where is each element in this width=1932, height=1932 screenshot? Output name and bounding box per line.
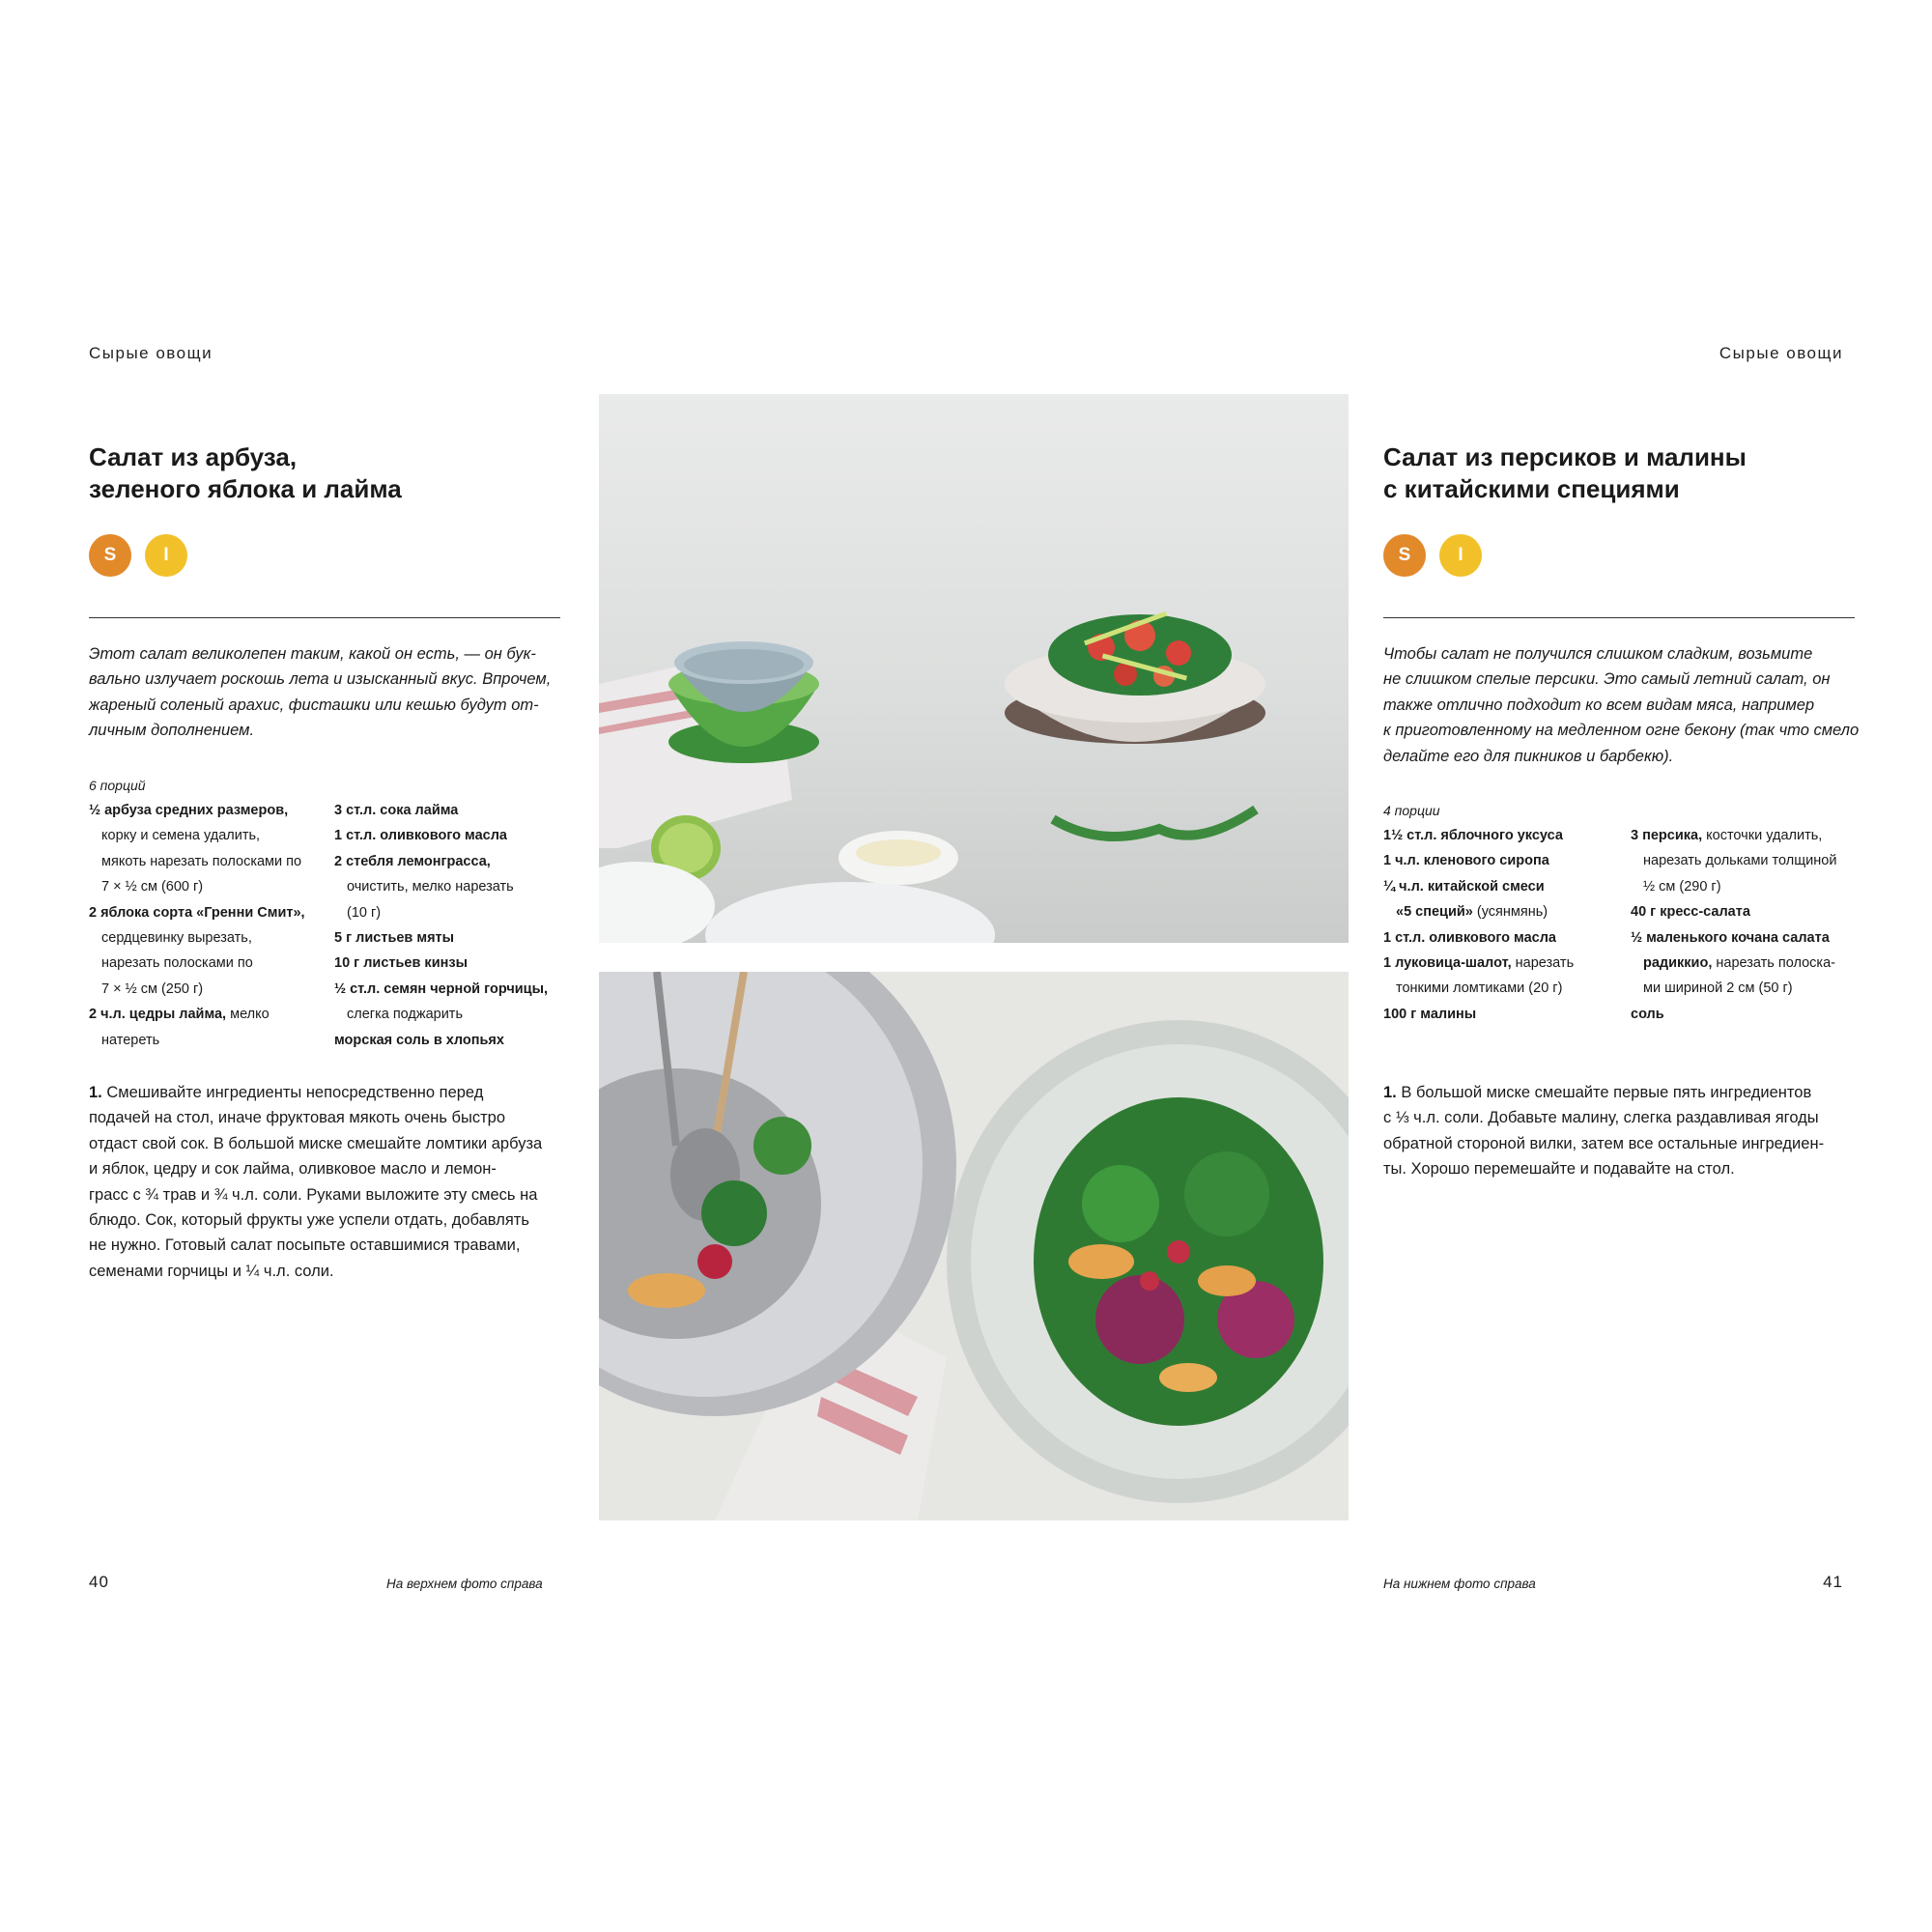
left-ingredients-col-1	[89, 798, 330, 1053]
ingredient-name: 1 луковица-шалот,	[1383, 955, 1512, 972]
ingredient-name: 2 стебля лемонграсса,	[334, 853, 491, 869]
right-intro-line: также отлично подходит ко всем видам мяса, например	[1383, 696, 1815, 714]
ingredient-line	[1631, 899, 1872, 924]
ingredient-line	[1383, 823, 1625, 848]
ingredient-line	[1383, 899, 1625, 924]
ingredient-line: 7 × ½ см (600 г)	[101, 879, 204, 895]
peach-raspberry-salad-photo	[599, 972, 1349, 1520]
left-title-line-2: зеленого яблока и лайма	[89, 474, 402, 503]
ingredient-name: 2 ч.л. цедры лайма,	[89, 1007, 227, 1023]
right-method-line: с ⅓ ч.л. соли. Добавьте малину, слегка раздавливая ягоды	[1383, 1109, 1819, 1127]
ingredient-line: тонкими ломтиками (20 г)	[1396, 980, 1563, 997]
ingredient-name: 10 г листьев кинзы	[334, 955, 468, 972]
right-method-step-number: 1.	[1383, 1084, 1397, 1101]
ingredient-name: 5 г листьев мяты	[334, 930, 455, 947]
ingredient-line	[89, 1002, 330, 1027]
watermelon-salad-photo	[599, 394, 1349, 943]
badge-s: S	[89, 534, 131, 577]
right-method-line: ты. Хорошо перемешайте и подавайте на стол.	[1383, 1160, 1735, 1179]
badge-i: I	[1439, 534, 1482, 577]
ingredient-line: нарезать дольками толщиной	[1643, 853, 1837, 869]
ingredient-note: косточки удалить,	[1702, 828, 1823, 843]
ingredient-line: слегка поджарить	[347, 1007, 464, 1023]
ingredient-line	[1383, 848, 1625, 873]
right-ingredients-col-2	[1631, 823, 1872, 1027]
right-intro-line: к приготовленному на медленном огне бекону (так что смело	[1383, 722, 1860, 740]
ingredient-line: 7 × ½ см (250 г)	[101, 980, 204, 997]
left-method-line: отдаст свой сок. В большой миске смешайте ломтики арбуза	[89, 1134, 543, 1152]
ingredient-name: соль	[1631, 1006, 1664, 1022]
right-photo-caption: На нижнем фото справа	[1383, 1577, 1536, 1591]
left-method-line: подачей на стол, иначе фруктовая мякоть очень быстро	[89, 1109, 505, 1127]
ingredient-name: радиккио,	[1643, 955, 1713, 972]
ingredient-name: 100 г малины	[1383, 1006, 1477, 1022]
ingredient-name: «5 специй»	[1396, 904, 1473, 921]
left-intro-line: Этот салат великолепен таким, какой он есть, — он бук-	[89, 645, 536, 663]
right-title-line-1: Салат из персиков и малины	[1383, 442, 1747, 471]
badge-i: I	[145, 534, 187, 577]
left-method-line: блюдо. Сок, который фрукты уже успели отдать, добавлять	[89, 1211, 529, 1230]
left-method	[89, 1080, 591, 1284]
left-divider	[89, 617, 560, 618]
left-page-number: 40	[89, 1573, 109, 1591]
right-intro	[1383, 641, 1886, 769]
ingredient-line	[89, 798, 330, 823]
ingredient-name: ½ маленького кочана салата	[1631, 929, 1830, 946]
ingredient-name: морская соль в хлопьях	[334, 1032, 504, 1048]
ingredient-line	[1631, 1002, 1872, 1027]
left-portions: 6 порций	[89, 778, 146, 793]
left-diet-badges	[89, 534, 187, 577]
left-title-line-1: Салат из арбуза,	[89, 442, 298, 471]
ingredient-name: 2 яблока сорта «Гренни Смит»,	[89, 904, 305, 921]
ingredient-line	[1383, 874, 1625, 899]
ingredient-line: нарезать полосками по	[101, 955, 253, 972]
badge-s: S	[1383, 534, 1426, 577]
ingredient-line	[334, 925, 576, 951]
ingredient-line: натереть	[101, 1032, 160, 1048]
right-section-label: Сырые овощи	[1719, 344, 1843, 362]
left-method-line: Смешивайте ингредиенты непосредственно перед	[101, 1084, 484, 1101]
right-intro-line: не слишком спелые персики. Это самый летний салат, он	[1383, 670, 1831, 689]
right-intro-line: Чтобы салат не получился слишком сладким, возьмите	[1383, 645, 1813, 663]
ingredient-line	[1631, 823, 1872, 848]
ingredient-line	[334, 1028, 576, 1053]
left-method-step-number: 1.	[89, 1084, 102, 1101]
ingredient-note: мелко	[226, 1007, 270, 1023]
left-method-line: грасс с ¾ трав и ¾ ч.л. соли. Руками выложите эту смесь на	[89, 1185, 538, 1204]
left-intro-line: вально излучает роскошь лета и изысканный вкус. Впрочем,	[89, 670, 552, 689]
ingredient-line	[1631, 925, 1872, 951]
right-method-line: В большой миске смешайте первые пять ингредиентов	[1396, 1084, 1812, 1101]
ingredient-line: (10 г)	[347, 904, 382, 921]
left-intro-line: жареный соленый арахис, фисташки или кешью будут от-	[89, 696, 539, 714]
ingredient-line	[89, 900, 330, 925]
top-photo	[599, 394, 1349, 943]
ingredient-name: ½ ст.л. семян черной горчицы,	[334, 980, 548, 997]
ingredient-line: ми шириной 2 см (50 г)	[1643, 980, 1793, 997]
right-intro-line: делайте его для пикников и барбекю).	[1383, 747, 1674, 765]
left-method-line: семенами горчицы и ¼ ч.л. соли.	[89, 1262, 334, 1280]
ingredient-name: ¼ ч.л. китайской смеси	[1383, 878, 1545, 895]
ingredient-name: 1 ч.л. кленового сиропа	[1383, 853, 1549, 869]
right-divider	[1383, 617, 1855, 618]
right-method	[1383, 1080, 1886, 1182]
ingredient-line: мякоть нарезать полосками по	[101, 853, 302, 869]
left-photo-caption: На верхнем фото справа	[386, 1577, 543, 1591]
ingredient-line	[1383, 925, 1625, 951]
ingredient-line	[334, 823, 576, 848]
right-method-line: обратной стороной вилки, затем все остальные ингредиен-	[1383, 1134, 1825, 1152]
ingredient-name: 1½ ст.л. яблочного уксуса	[1383, 828, 1563, 843]
right-diet-badges	[1383, 534, 1482, 577]
right-page-number: 41	[1823, 1573, 1843, 1591]
right-recipe-title	[1383, 441, 1747, 505]
left-intro-line: личным дополнением.	[89, 722, 255, 740]
ingredient-name: 1 ст.л. оливкового масла	[1383, 929, 1556, 946]
left-method-line: и яблок, цедру и сок лайма, оливковое масло и лемон-	[89, 1160, 497, 1179]
left-ingredients-col-2	[334, 798, 576, 1053]
ingredient-note: нарезать полоска-	[1712, 955, 1835, 972]
left-method-line: не нужно. Готовый салат посыпьте оставшимися травами,	[89, 1236, 521, 1255]
right-portions: 4 порции	[1383, 803, 1440, 818]
ingredient-line: сердцевинку вырезать,	[101, 930, 252, 947]
ingredient-line: ½ см (290 г)	[1643, 878, 1721, 895]
ingredient-name: 3 персика,	[1631, 828, 1703, 843]
ingredient-note: нарезать	[1511, 955, 1575, 972]
ingredient-line	[334, 977, 576, 1002]
ingredient-name: 1 ст.л. оливкового масла	[334, 828, 507, 844]
ingredient-name: 40 г кресс-салата	[1631, 904, 1750, 921]
bottom-photo	[599, 972, 1349, 1520]
ingredient-line	[1631, 951, 1872, 976]
ingredient-name: 3 ст.л. сока лайма	[334, 803, 459, 818]
ingredient-line	[334, 951, 576, 976]
ingredient-line	[1383, 951, 1625, 976]
ingredient-line: очистить, мелко нарезать	[347, 879, 514, 895]
left-section-label: Сырые овощи	[89, 344, 213, 362]
right-title-line-2: с китайскими специями	[1383, 474, 1680, 503]
ingredient-line	[334, 849, 576, 874]
ingredient-line: корку и семена удалить,	[101, 828, 261, 844]
ingredient-name: ½ арбуза средних размеров,	[89, 803, 289, 818]
right-ingredients-col-1	[1383, 823, 1625, 1027]
ingredient-note: (усянмянь)	[1472, 904, 1548, 921]
left-intro	[89, 641, 572, 744]
left-recipe-title	[89, 441, 402, 505]
ingredient-line	[334, 798, 576, 823]
ingredient-line	[1383, 1002, 1625, 1027]
